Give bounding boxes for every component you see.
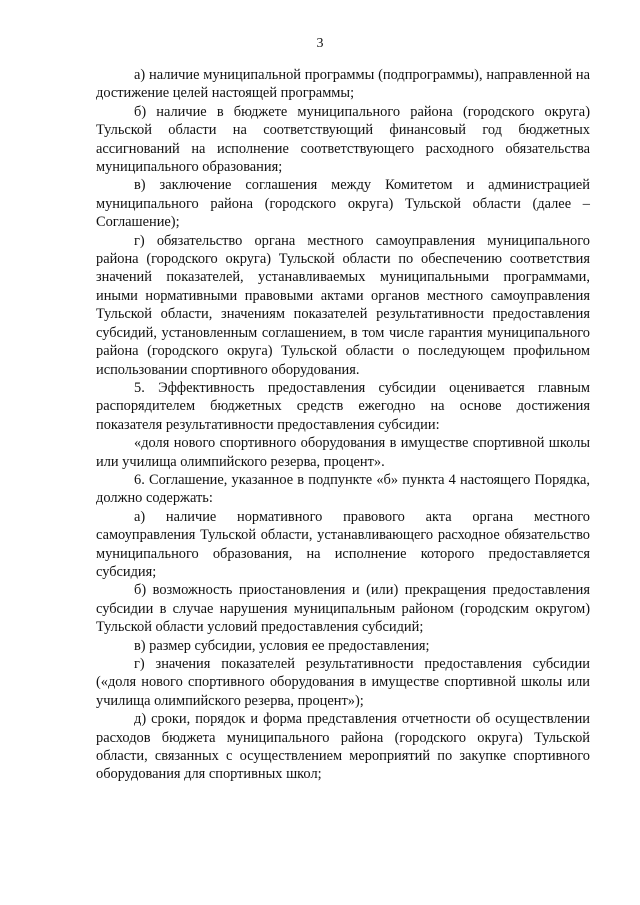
paragraph-6b: б) возможность приостановления и (или) прекращения предоставления субсидии в случае нарушения муниципальным районом (городским округом) Тульской области условий предоставления субсидий; xyxy=(96,582,590,636)
page-number: 3 xyxy=(316,36,324,51)
paragraph-6g: г) значения показателей результативности предоставления субсидии («доля нового спортивного оборудования в имуществе спортивной школы или училища олимпийского резерва, процент»); xyxy=(96,656,590,709)
paragraph-5: 5. Эффективность предоставления субсидии оценивается главным распорядителем бюджетных средств ежегодно на основе достижения показателя результативности предоставления субсидии: xyxy=(96,379,590,433)
paragraph-4b: б) наличие в бюджете муниципального района (городского округа) Тульской области на соответствующий финансовый год бюджетных ассигнований на исполнение соответствующего расходного обязательства муниципального образования; xyxy=(96,103,590,176)
paragraph-4v: в) заключение соглашения между Комитетом и администрацией муниципального района (городского округа) Тульской области (далее – Соглашение); xyxy=(96,177,590,231)
indicator-quote: «доля нового спортивного оборудования в имуществе спортивной школы или училища олимпийского резерва, процент». xyxy=(96,435,590,470)
paragraph-6v: в) размер субсидии, условия ее предоставления; xyxy=(134,637,430,654)
paragraph-6: 6. Соглашение, указанное в подпункте «б» пункта 4 настоящего Порядка, должно содержать: xyxy=(96,471,590,507)
paragraph-4g: г) обязательство органа местного самоуправления муниципального района (городского округа) Тульской области по обеспечению соответствия значений показателей, устанавливаемых муниципальными программами, иными нормативными правовыми актами органов местного самоуправления Тульской области, значениям показателей результативности предоставления субсидий, установленным соглашением, в том числе гарантия муниципального района (городского округа) Тульской области о последующем профильном использовании спортивного оборудования. xyxy=(96,232,590,378)
paragraph-4a: а) наличие муниципальной программы (подпрограммы), направленной на достижение целей настоящей программы; xyxy=(96,67,590,102)
paragraph-6d: д) сроки, порядок и форма представления отчетности об осуществлении расходов бюджета муниципального района (городского округа) Тульской области, связанных с осуществлением мероприятий по закупке спортивного оборудования для спортивных школ; xyxy=(96,711,590,783)
document-body xyxy=(96,66,590,784)
paragraph-6a: а) наличие нормативного правового акта органа местного самоуправления Тульской области, устанавливающего расходное обязательство муниципального образования, на исполнение которого предоставляется субсидия; xyxy=(96,508,590,580)
